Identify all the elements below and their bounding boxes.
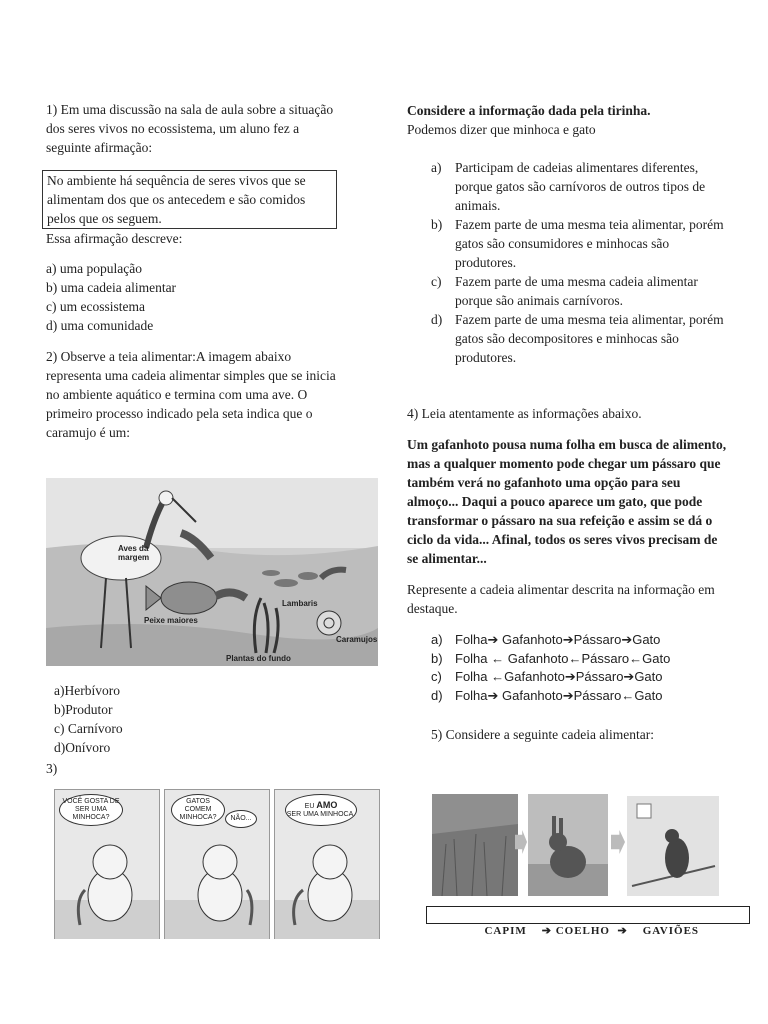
q3-lead: Podemos dizer que minhoca e gato [407,122,596,137]
arrow-2 [611,830,625,854]
bubble-3-bold: AMO [316,800,338,810]
photo-capim [432,794,518,896]
label-aves: Aves da margem [118,544,150,562]
q3-option-b[interactable]: b) Fazem parte de uma mesma teia alimentar, porém gatos são consumidores e minhocas são produtores. [431,217,724,270]
label-caramujos: Caramujos [336,635,378,644]
q4-option-b[interactable]: b) Folha ← Gafanhoto←Pássaro←Gato [431,650,671,666]
label-plantas: Plantas do fundo [226,654,291,663]
left-column [46,100,338,442]
photo-coelho [528,794,608,896]
grass-icon [432,794,518,896]
bubble-2: GATOS COMEM MINHOCA? [171,794,225,826]
bubble-1: VOCÊ GOSTA DE SER UMA MINHOCA? [59,794,123,826]
bubble-3-pre: EU [304,803,315,810]
hawk-icon [627,796,719,896]
q1-option-d[interactable]: d) uma comunidade [46,318,154,333]
q4-instruction: Represente a cadeia alimentar descrita na informação em destaque. [407,582,715,616]
bubble-3-post: SER UMA MINHOCA. [286,811,356,818]
q3-option-c[interactable]: c) Fazem parte de uma mesma cadeia alimentar porque são animais carnívoros. [431,274,698,308]
q3-number: 3) [46,761,58,776]
food-web-figure [46,478,378,666]
q5-chain: CAPIM ➔ COELHO ➔ GAVIÕES [484,925,700,937]
q2-option-c[interactable]: c) Carnívoro [54,721,123,736]
q5-chain-box [426,906,750,937]
q4-option-c[interactable]: c) Folha ←Gafanhoto➔Pássaro➔Gato [431,669,663,684]
q4-option-a[interactable]: a) Folha➔ Gafanhoto➔Pássaro➔Gato [431,632,661,647]
q4-options [407,631,727,705]
label-lambaris: Lambaris [282,599,318,608]
q3-option-a[interactable]: a) Participam de cadeias alimentares diferentes, porque gatos são carnívoros de outros tipos de animais. [431,160,706,213]
q1-option-c[interactable]: c) um ecossistema [46,299,145,314]
q1-statement-box [42,170,337,229]
q2-option-d[interactable]: d)Onívoro [54,740,111,755]
q2-option-a[interactable]: a)Herbívoro [54,683,120,698]
q4-option-d[interactable]: d) Folha➔ Gafanhoto➔Pássaro←Gato [431,687,663,703]
q4-highlight: Um gafanhoto pousa numa folha em busca de alimento, mas a qualquer momento pode chegar um pássaro que também verá no gafanhoto uma opção para seu almoço... Daqui a pouco aparece um gato, que pode transformar o pássaro na sua refeição e assim se dá o ciclo da vida... Afinal, todos os seres vivos precisam de se alimentar... [407,437,727,566]
q4-intro: 4) Leia atentamente as informações abaixo. [407,406,642,421]
comic-panel-1 [54,789,160,939]
q3-lead-bold: Considere a informação dada pela tirinha. [407,103,651,118]
rabbit-icon [528,794,608,896]
q2-intro: 2) Observe a teia alimentar:A imagem abaixo representa uma cadeia alimentar simples que se inicia no ambiente aquático e termina com uma ave. O primeiro processo indicado pela seta indica que o caramujo é um: [46,349,336,440]
q1-statement: No ambiente há sequência de seres vivos que se alimentam dos que os antecedem e são comidos pelos que os seguem. [47,173,306,226]
bubble-3 [285,794,357,826]
q5-intro: 5) Considere a seguinte cadeia alimentar: [431,727,655,742]
photo-gavioes [627,796,719,896]
q1-question: Essa afirmação descreve: [46,231,183,246]
q3-options [407,158,727,367]
q1-options [46,259,338,335]
comic-panel-2 [164,789,270,939]
q2-option-b[interactable]: b)Produtor [54,702,113,717]
comic-strip [46,789,384,939]
q2-options [54,681,254,757]
bubble-2b: NÃO... [225,810,257,828]
right-column [407,101,727,744]
comic-panel-3 [274,789,380,939]
food-web-illustration [46,478,378,666]
q3-option-d[interactable]: d) Fazem parte de uma mesma teia alimentar, porém gatos são decompositores e minhocas são produtores. [431,312,724,365]
q1-intro: 1) Em uma discussão na sala de aula sobre a situação dos seres vivos no ecossistema, um aluno fez a seguinte afirmação: [46,102,334,155]
q1-option-b[interactable]: b) uma cadeia alimentar [46,280,177,295]
q1-option-a[interactable]: a) uma população [46,261,142,276]
label-peixes: Peixe maiores [144,616,198,625]
